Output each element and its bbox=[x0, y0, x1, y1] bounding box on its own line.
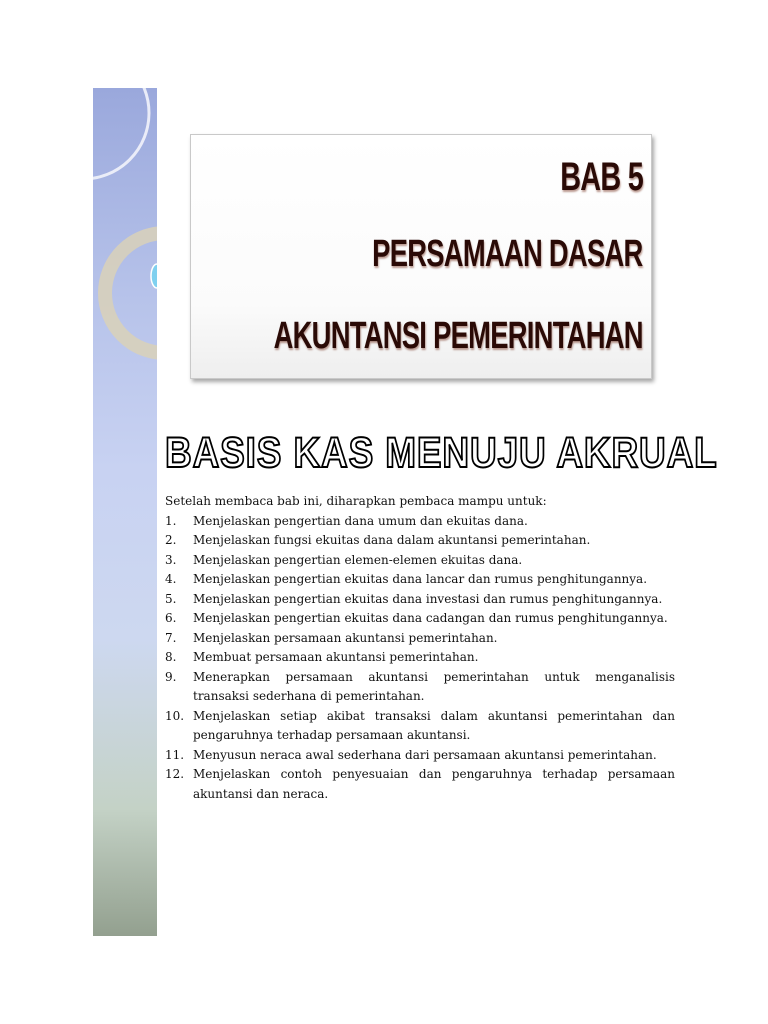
section-subtitle: BASIS KAS MENUJU AKRUAL bbox=[165, 429, 718, 477]
item-text: Menjelaskan persamaan akuntansi pemerintahan. bbox=[193, 630, 498, 645]
chapter-number: BAB 5 bbox=[560, 155, 643, 199]
item-text: Menyusun neraca awal sederhana dari persamaan akuntansi pemerintahan. bbox=[193, 747, 657, 762]
item-number: 1. bbox=[165, 513, 177, 528]
item-number: 8. bbox=[165, 650, 177, 664]
item-text: Menerapkan persamaan akuntansi pemerintahan untuk menganalisis transaksi sederhana di pemerintahan. bbox=[193, 669, 675, 703]
item-text: Menjelaskan fungsi ekuitas dana dalam akuntansi pemerintahan. bbox=[193, 533, 591, 547]
chapter-title-line-1: PERSAMAAN DASAR bbox=[372, 233, 643, 275]
list-item bbox=[165, 765, 675, 804]
item-text: Menjelaskan setiap akibat transaksi dalam akuntansi pemerintahan dan pengaruhnya terhadap persamaan akuntansi. bbox=[193, 708, 675, 742]
item-number: 3. bbox=[165, 552, 177, 567]
chapter-title-box bbox=[190, 134, 652, 379]
item-text: Membuat persamaan akuntansi pemerintahan. bbox=[193, 650, 479, 664]
decorative-rings-icon bbox=[93, 88, 157, 936]
list-item bbox=[165, 629, 675, 649]
document-page bbox=[93, 88, 718, 936]
list-item bbox=[165, 531, 675, 551]
item-number: 11. bbox=[165, 747, 185, 762]
item-number: 6. bbox=[165, 611, 177, 625]
chapter-title-line-2: AKUNTANSI PEMERINTAHAN bbox=[273, 315, 643, 357]
list-item bbox=[165, 570, 675, 590]
intro-text: Setelah membaca bab ini, diharapkan pembaca mampu untuk: bbox=[165, 494, 547, 508]
list-item bbox=[165, 609, 675, 629]
list-item bbox=[165, 746, 675, 766]
item-text: Menjelaskan pengertian ekuitas dana cadangan dan rumus penghitungannya. bbox=[193, 611, 668, 625]
item-number: 7. bbox=[165, 630, 177, 645]
list-item bbox=[165, 590, 675, 610]
item-text: Menjelaskan pengertian ekuitas dana investasi dan rumus penghitungannya. bbox=[193, 591, 663, 606]
list-item bbox=[165, 668, 675, 707]
objectives-list bbox=[165, 512, 675, 805]
item-number: 12. bbox=[165, 767, 185, 781]
item-text: Menjelaskan contoh penyesuaian dan pengaruhnya terhadap persamaan akuntansi dan neraca. bbox=[193, 767, 675, 801]
item-number: 2. bbox=[165, 533, 177, 547]
list-item bbox=[165, 648, 675, 668]
item-text: Menjelaskan pengertian elemen-elemen ekuitas dana. bbox=[193, 552, 523, 567]
item-number: 10. bbox=[165, 708, 185, 723]
item-number: 9. bbox=[165, 669, 177, 684]
item-text: Menjelaskan pengertian dana umum dan ekuitas dana. bbox=[193, 513, 528, 528]
learning-objectives bbox=[165, 492, 675, 804]
list-item bbox=[165, 707, 675, 746]
list-item bbox=[165, 551, 675, 571]
list-item bbox=[165, 512, 675, 532]
item-number: 4. bbox=[165, 572, 177, 586]
item-number: 5. bbox=[165, 591, 177, 606]
item-text: Menjelaskan pengertian ekuitas dana lancar dan rumus penghitungannya. bbox=[193, 572, 648, 586]
decorative-side-strip bbox=[93, 88, 157, 936]
